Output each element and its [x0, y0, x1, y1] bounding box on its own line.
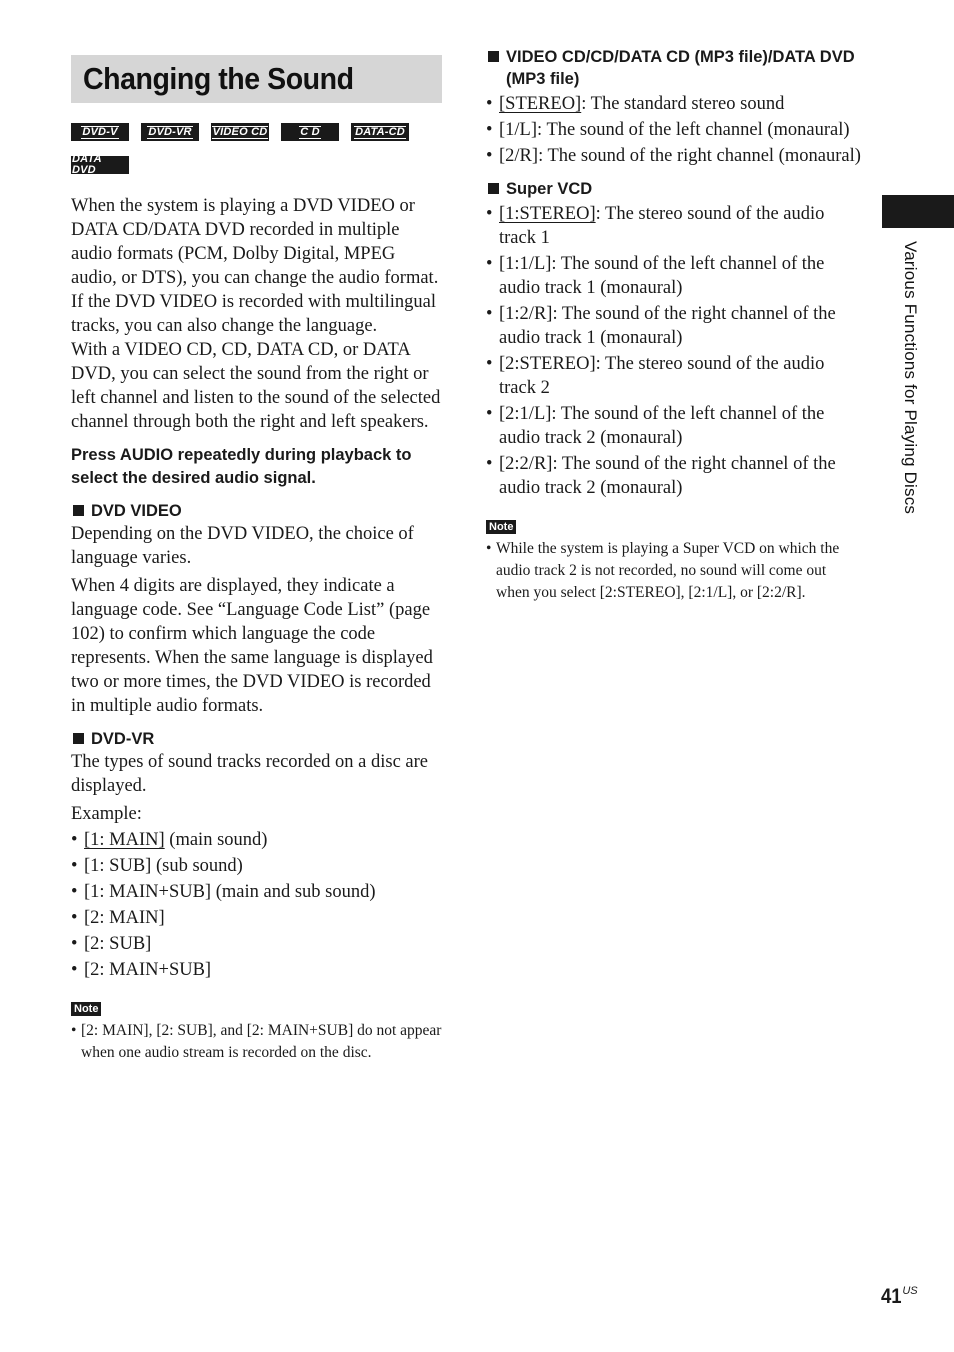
video-cd-heading: VIDEO CD/CD/DATA CD (MP3 file)/DATA DVD (MP3 file) [486, 46, 861, 90]
list-item: • [1:STEREO]: The stereo sound of the audio track 1 [486, 202, 861, 250]
page-number-value: 41 [881, 1285, 902, 1308]
list-item: • [1: SUB] (sub sound) [71, 854, 443, 878]
square-bullet-icon [73, 505, 84, 516]
list-item: • [2: SUB] [71, 932, 443, 956]
section-tab-marker [882, 195, 954, 228]
video-cd-list [486, 92, 861, 168]
intro-paragraph-1: When the system is playing a DVD VIDEO or DATA CD/DATA DVD recorded in multiple audio formats (PCM, Dolby Digital, MPEG audio, or DTS), you can change the audio format. If the DVD VIDEO is recorded with multilingual tracks, you can also change the language. [71, 196, 439, 336]
list-item: • [2/R]: The sound of the right channel (monaural) [486, 144, 861, 168]
page-number-suffix: US [902, 1285, 918, 1297]
list-item: • [1/L]: The sound of the left channel (monaural) [486, 118, 861, 142]
left-column [71, 55, 443, 1064]
dvd-vr-list [71, 828, 443, 982]
note-text: • [2: MAIN], [2: SUB], and [2: MAIN+SUB] do not appear when one audio stream is recorded on the disc. [71, 1020, 443, 1064]
note-text: • While the system is playing a Super VCD on which the audio track 2 is not recorded, no sound will come out when you select [2:STEREO], [2:1/L], or [2:2/R]. [486, 538, 861, 604]
super-vcd-list [486, 202, 861, 500]
page-title: Changing the Sound [83, 61, 354, 96]
dvd-video-heading: DVD VIDEO [71, 500, 443, 522]
dvd-vr-heading: DVD-VR [71, 728, 443, 750]
badge-video-cd: VIDEO CD [211, 123, 269, 141]
super-vcd-heading: Super VCD [486, 178, 861, 200]
badge-data-dvd: DATA DVD [71, 156, 129, 174]
badge-cd: C D [281, 123, 339, 141]
example-label: Example: [71, 804, 142, 824]
list-item: • [2:2/R]: The sound of the right channel of the audio track 2 (monaural) [486, 452, 861, 500]
page-number [881, 1285, 920, 1309]
list-item: • [1:2/R]: The sound of the right channel of the audio track 1 (monaural) [486, 302, 861, 350]
note-label: Note [71, 1002, 101, 1016]
square-bullet-icon [488, 183, 499, 194]
list-item: • [1:1/L]: The sound of the left channel of the audio track 1 (monaural) [486, 252, 861, 300]
list-item: • [2: MAIN+SUB] [71, 958, 443, 982]
square-bullet-icon [488, 51, 499, 62]
badge-dvd-v: DVD-V [71, 123, 129, 141]
disc-type-badges [71, 123, 443, 174]
right-column [486, 46, 861, 604]
list-item: • [2:1/L]: The sound of the left channel of the audio track 2 (monaural) [486, 402, 861, 450]
dvd-video-paragraph-1: Depending on the DVD VIDEO, the choice of language varies. [71, 524, 414, 568]
list-item: • [2:STEREO]: The stereo sound of the audio track 2 [486, 352, 861, 400]
dvd-vr-paragraph: The types of sound tracks recorded on a disc are displayed. [71, 752, 429, 796]
intro-paragraph-2: With a VIDEO CD, CD, DATA CD, or DATA DVD, you can select the sound from the right or left channel and listen to the sound of the selected channel through both the right and left speakers. [71, 340, 441, 432]
badge-data-cd: DATA-CD [351, 123, 409, 141]
list-item: • [2: MAIN] [71, 906, 443, 930]
badge-dvd-vr: DVD-VR [141, 123, 199, 141]
title-banner [71, 55, 442, 103]
section-tab-label: Various Functions for Playing Discs [901, 241, 920, 515]
note-label: Note [486, 520, 516, 534]
instruction: Press AUDIO repeatedly during playback to select the desired audio signal. [71, 446, 412, 487]
square-bullet-icon [73, 733, 84, 744]
dvd-video-paragraph-2: When 4 digits are displayed, they indicate a language code. See “Language Code List” (page 102) to confirm which language the code represents. When the same language is displayed two or more times, the DVD VIDEO is recorded in multiple audio formats. [71, 576, 433, 716]
list-item: • [STEREO]: The standard stereo sound [486, 92, 861, 116]
list-item: • [1: MAIN+SUB] (main and sub sound) [71, 880, 443, 904]
list-item: • [1: MAIN] (main sound) [71, 828, 443, 852]
